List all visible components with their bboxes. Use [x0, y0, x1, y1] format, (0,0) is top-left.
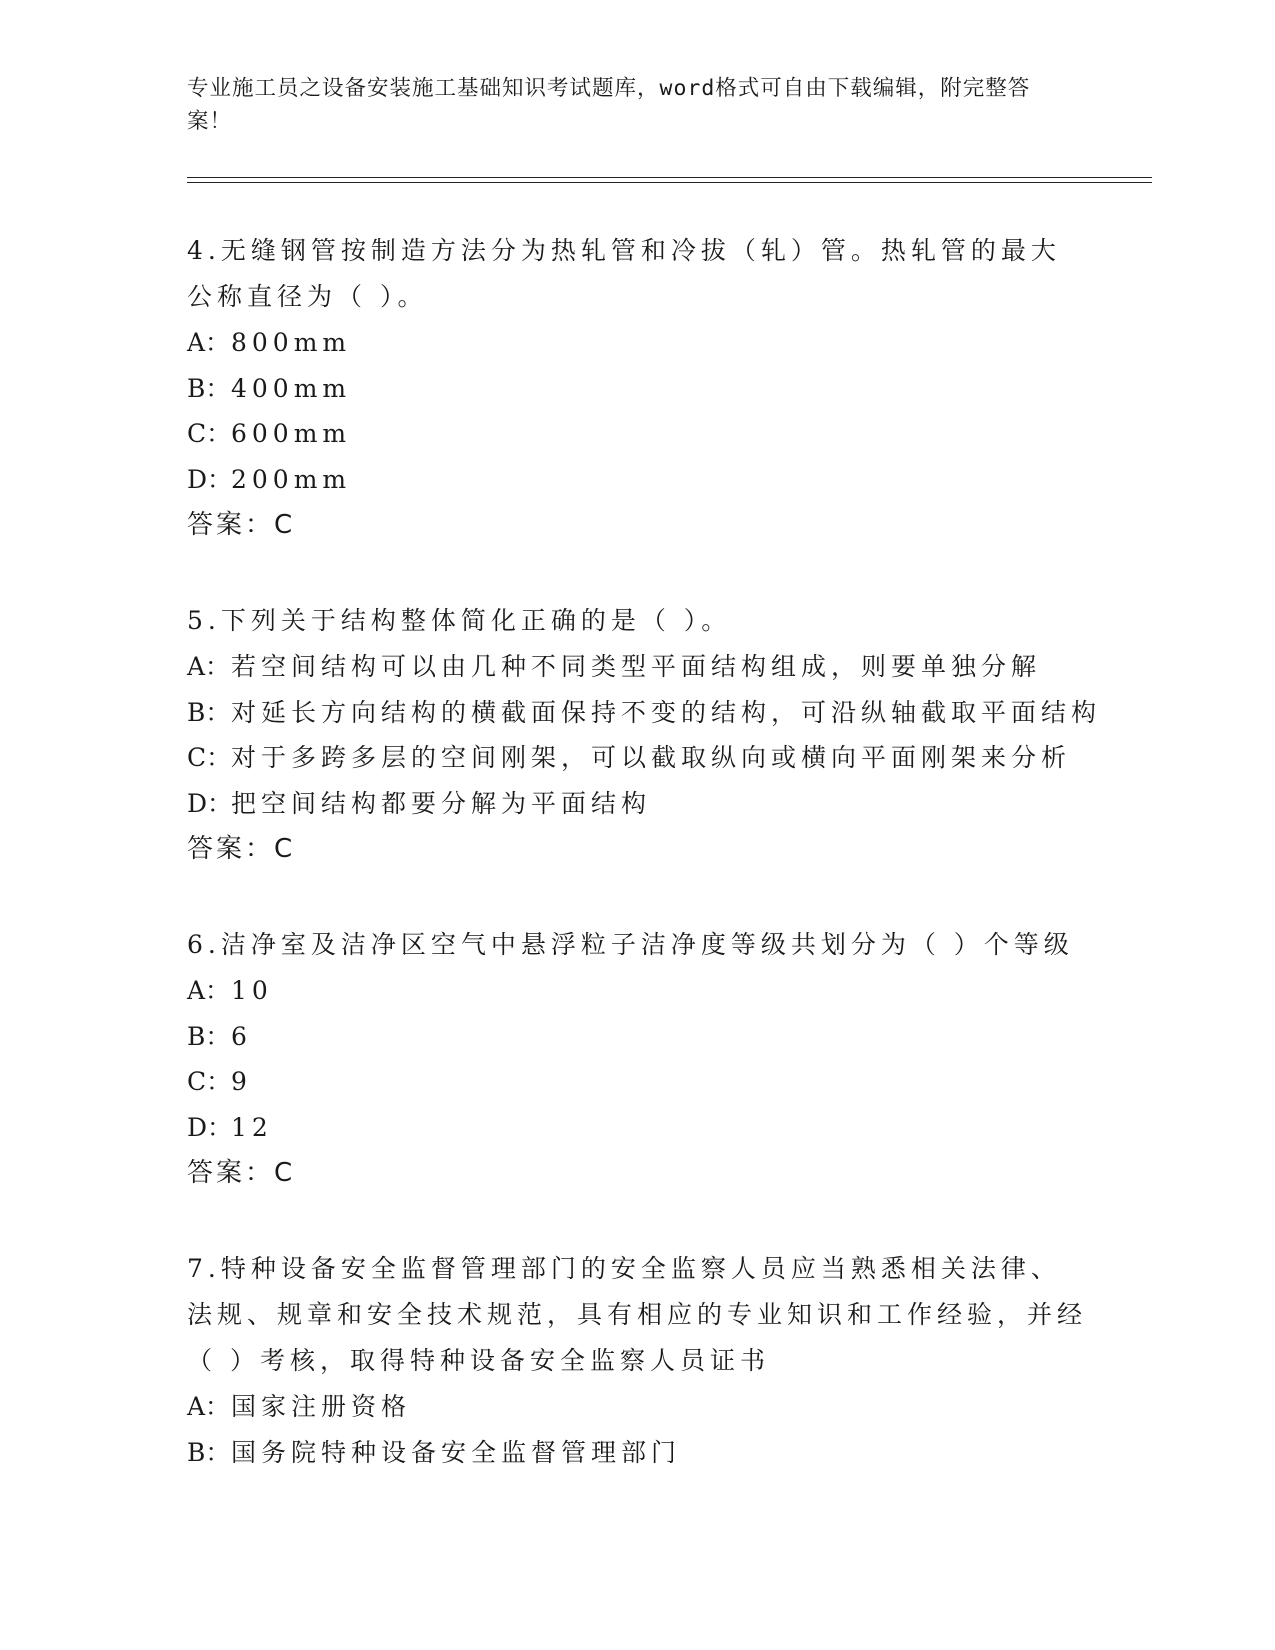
option-label: A： — [187, 652, 231, 681]
option-c — [187, 411, 1087, 457]
option-text: 10 — [231, 976, 273, 1005]
option-text: 国务院特种设备安全监督管理部门 — [231, 1437, 682, 1467]
option-b — [187, 366, 1087, 412]
option-label: A： — [187, 328, 231, 357]
option-text: 国家注册资格 — [231, 1392, 412, 1421]
option-a — [187, 320, 1087, 366]
option-text: 把空间结构都要分解为平面结构 — [231, 788, 652, 818]
option-text: 若空间结构可以由几种不同类型平面结构组成，则要单独分解 — [231, 652, 1042, 681]
option-label: C： — [187, 1067, 232, 1096]
question-list — [187, 228, 1102, 1525]
option-label: D： — [187, 464, 233, 494]
option-label: D： — [187, 788, 233, 818]
option-text: 对于多跨多层的空间刚架，可以截取纵向或横向平面刚架来分析 — [231, 743, 1072, 772]
question-4 — [187, 228, 1087, 548]
option-label: A： — [187, 1392, 231, 1421]
question-5 — [187, 598, 1102, 872]
option-text: 6 — [231, 1021, 252, 1051]
question-6 — [187, 922, 1087, 1196]
answer-line: 答案：C — [187, 1158, 296, 1188]
option-text: 800mm — [231, 328, 352, 357]
header-divider-top — [187, 177, 1152, 178]
option-label: C： — [187, 419, 232, 448]
option-b — [187, 1430, 1087, 1476]
option-a — [187, 968, 1087, 1014]
option-text: 对延长方向结构的横截面保持不变的结构，可沿纵轴截取平面结构 — [231, 697, 1102, 727]
option-text: 200mm — [231, 464, 352, 494]
option-d — [187, 457, 1087, 503]
question-stem: 5.下列关于结构整体简化正确的是（ ）。 — [187, 606, 732, 635]
option-b — [187, 690, 1102, 736]
answer-line: 答案：C — [187, 510, 296, 540]
option-c — [187, 1059, 1087, 1105]
option-label: C： — [187, 743, 232, 772]
question-stem: 6.洁净室及洁净区空气中悬浮粒子洁净度等级共划分为（ ）个等级 — [187, 930, 1074, 959]
document-header: 专业施工员之设备安装施工基础知识考试题库，word格式可自由下载编辑，附完整答案！ — [187, 76, 1031, 134]
option-d — [187, 1105, 1087, 1151]
option-label: B： — [187, 1021, 231, 1051]
option-label: B： — [187, 697, 231, 727]
option-text: 600mm — [231, 419, 352, 448]
option-text: 9 — [231, 1067, 252, 1096]
option-label: B： — [187, 1437, 231, 1467]
option-d — [187, 781, 1087, 827]
option-label: B： — [187, 373, 231, 403]
question-stem: 7.特种设备安全监督管理部门的安全监察人员应当熟悉相关法律、法规、规章和安全技术规范，具有相应的专业知识和工作经验，并经（ ）考核，取得特种设备安全监察人员证书 — [187, 1254, 1088, 1375]
question-7 — [187, 1246, 1087, 1475]
question-stem: 4.无缝钢管按制造方法分为热轧管和冷拔（轧）管。热轧管的最大公称直径为（ ）。 — [187, 236, 1061, 311]
header-divider-bottom — [187, 182, 1152, 183]
option-label: A： — [187, 976, 231, 1005]
option-label: D： — [187, 1112, 233, 1142]
answer-line: 答案：C — [187, 834, 296, 864]
option-c — [187, 735, 1087, 781]
option-b — [187, 1014, 1087, 1060]
option-a — [187, 1384, 1087, 1430]
option-text: 12 — [231, 1112, 273, 1142]
option-text: 400mm — [231, 373, 352, 403]
option-a — [187, 644, 1087, 690]
